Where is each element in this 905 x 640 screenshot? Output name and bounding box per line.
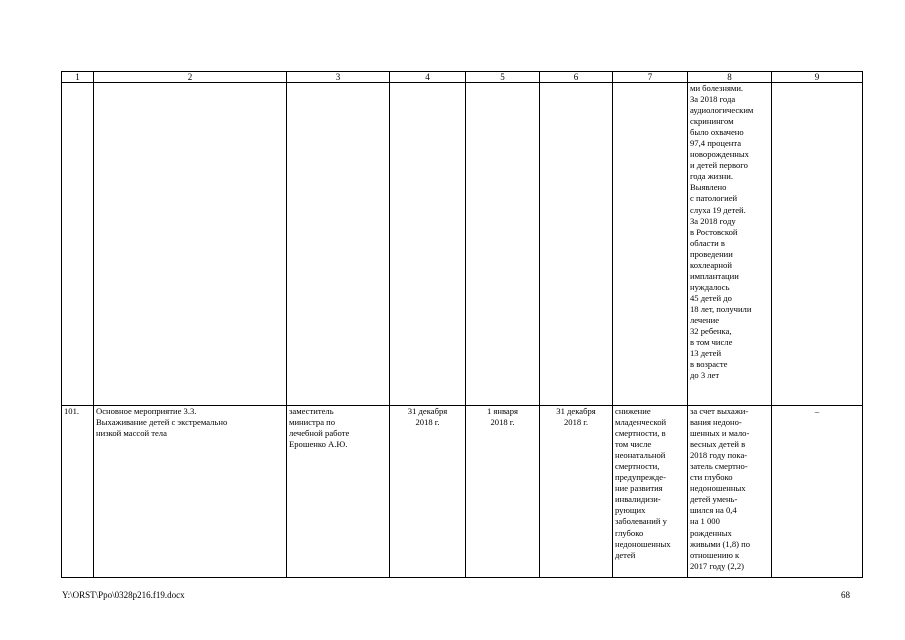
cell-text-line: области в xyxy=(690,237,725,248)
cell-text-line: Основное мероприятие 3.3. xyxy=(96,406,197,416)
cell-result-continuation xyxy=(688,83,772,406)
cell-text-line: аудиологическим xyxy=(690,105,754,116)
cell-text-line: Выявлено xyxy=(690,182,727,193)
cell-text-line: смертности, xyxy=(615,461,660,472)
cell-text-line: глубоко xyxy=(615,527,644,538)
cell-text-line: новорожденных xyxy=(690,149,749,160)
cell-text-line: заместитель xyxy=(289,406,334,416)
col-header-6: 6 xyxy=(540,72,613,83)
cell-text-line: 13 детей xyxy=(690,348,722,359)
cell-expected-result xyxy=(613,406,688,578)
cell-text-line: сти глубоко xyxy=(690,472,733,483)
col-header-9: 9 xyxy=(772,72,863,83)
cell-date-5 xyxy=(466,406,540,578)
cell-text-line: 31 декабря xyxy=(407,406,448,416)
cell-text-line: слуха 19 детей. xyxy=(690,204,746,215)
cell-text-line: с патологией xyxy=(690,193,738,204)
cell-activity xyxy=(94,406,287,578)
cell-text-line: снижение xyxy=(615,406,651,416)
cell-text-line: 45 детей до xyxy=(690,292,732,303)
cell-text-line: 2018 г. xyxy=(490,417,515,428)
cell-text-line: низкой массой тела xyxy=(96,428,167,439)
row-number: 101. xyxy=(62,406,94,578)
cell-text-line: 2017 году (2,2) xyxy=(690,560,744,571)
cell-text-line: 2018 г. xyxy=(563,417,589,428)
cell-text-line: смертности, в xyxy=(615,428,666,439)
cell-text-line: отношению к xyxy=(690,549,740,560)
cell-text-line: рующих xyxy=(615,505,646,516)
cell-text-line: 2018 году пока- xyxy=(690,450,748,461)
cell-text-line: Ерошенко А.Ю. xyxy=(289,439,348,450)
cell-text-line: За 2018 года xyxy=(690,94,736,105)
cell-text-line: детей умень- xyxy=(690,494,738,505)
document-table xyxy=(61,71,863,578)
cell-text-line: шенных и мало- xyxy=(690,428,750,439)
cell-text-line: весных детей в xyxy=(690,439,746,450)
cell-notes: – xyxy=(772,406,863,578)
cell-text-line: кохлеарной xyxy=(690,259,732,270)
cell-text-line: министра по xyxy=(289,417,336,428)
cell-text-line: недоношенных xyxy=(690,483,746,494)
cell-text-line: ние развития xyxy=(615,483,663,494)
cell-text-line: нуждалось xyxy=(690,281,730,292)
cell-text-line: 97,4 процента xyxy=(690,138,742,149)
cell-text-line: на 1 000 xyxy=(690,516,720,527)
page-number: 68 xyxy=(841,590,850,600)
cell-text-line: недоношенных xyxy=(615,538,671,549)
cell-text-line: заболеваний у xyxy=(615,516,667,527)
col-header-3: 3 xyxy=(287,72,390,83)
cell-date-6 xyxy=(540,406,613,578)
col-header-5: 5 xyxy=(466,72,540,83)
cell-text-line: проведении xyxy=(690,248,733,259)
col-header-1: 1 xyxy=(62,72,94,83)
cell-actual-result xyxy=(688,406,772,578)
cell-text-line: детей xyxy=(615,549,636,560)
col-header-7: 7 xyxy=(613,72,688,83)
cell-text-line: инвалидизи- xyxy=(615,494,661,505)
cell-text-line: предупрежде- xyxy=(615,472,666,483)
cell-text-line: 18 лет, получили xyxy=(690,303,752,314)
cell-text-line: 32 ребенка, xyxy=(690,326,732,337)
cell-text-line: 1 января xyxy=(486,406,518,416)
col-header-4: 4 xyxy=(390,72,466,83)
cell-text-line: в Ростовской xyxy=(690,226,738,237)
table-row-101 xyxy=(62,406,863,578)
cell-responsible xyxy=(287,406,390,578)
cell-text-line: 2018 г. xyxy=(415,417,440,428)
cell-date-4 xyxy=(390,406,466,578)
table-row-continuation xyxy=(62,83,863,406)
cell-text-line: затель смертно- xyxy=(690,461,748,472)
col-header-8: 8 xyxy=(688,72,772,83)
cell-text-line: в том числе xyxy=(690,337,733,348)
cell-text-line: За 2018 году xyxy=(690,215,736,226)
cell-text-line: за счет выхажи- xyxy=(690,406,749,416)
cell-text-line: младенческой xyxy=(615,417,667,428)
cell-text-line: имплантации xyxy=(690,270,739,281)
cell-text-line: лечение xyxy=(690,314,720,325)
cell-text-line: неонатальной xyxy=(615,450,666,461)
cell-text-line: 31 декабря xyxy=(556,406,596,416)
cell-text-line: ми болезнями. xyxy=(690,83,744,93)
cell-text-line: в возрасте xyxy=(690,359,728,370)
cell-text-line: лечебной работе xyxy=(289,428,350,439)
cell-text-line: том числе xyxy=(615,439,652,450)
cell-text-line: шился на 0,4 xyxy=(690,505,737,516)
cell-text-line: до 3 лет xyxy=(690,370,720,381)
cell-text-line: скринингом xyxy=(690,116,734,127)
cell-text-line: Выхаживание детей с экстремально xyxy=(96,417,228,428)
column-number-row xyxy=(62,72,863,83)
col-header-2: 2 xyxy=(94,72,287,83)
cell-text-line: рожденных xyxy=(690,527,732,538)
cell-text-line: и детей первого xyxy=(690,160,748,171)
cell-text-line: живыми (1,8) по xyxy=(690,538,751,549)
cell-text-line: было охвачено xyxy=(690,127,744,138)
cell-text-line: вания недоно- xyxy=(690,417,742,428)
cell-text-line: года жизни. xyxy=(690,171,733,182)
footer-file-path: Y:\ORST\Ppo\0328p216.f19.docx xyxy=(62,590,185,600)
